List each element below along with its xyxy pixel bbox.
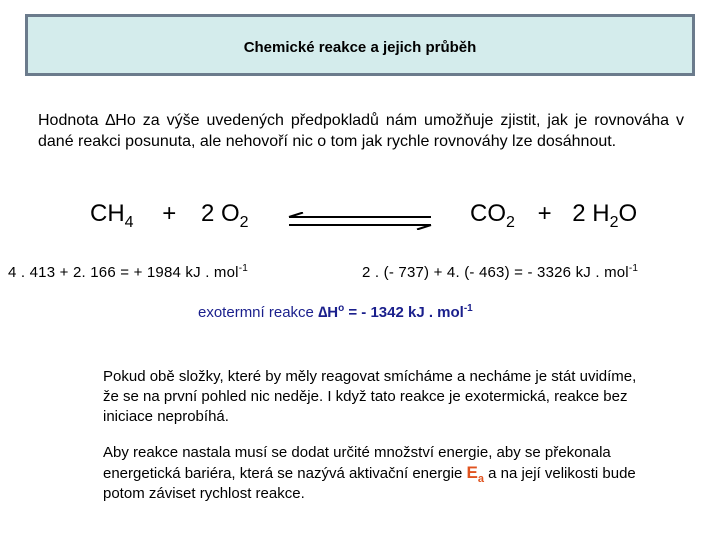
bond-energy-reactants: 4 . 413 + 2. 166 = + 1984 kJ . mol$^{-1}$: [8, 263, 248, 281]
co2-formula: $CO_2$: [470, 200, 515, 231]
oxygen-formula: 2 $O_2$: [200, 200, 249, 231]
intro-paragraph: Hodnota ∆Ho za výše uvedených předpokladů nám umožňuje zjistit, jak je rovnováha v dané reakci posunuta, ale nehovoří nic o tom jak rychle rovnováhy lze dosáhnout.: [38, 112, 684, 150]
equilibrium-arrows-icon: [285, 212, 435, 230]
paragraph-activation-energy: Aby reakce nastala musí se dodat určité množství energie, aby se překonala energetická bariéra, která se nazývá aktivační energie $E_a$ a na její velikosti bude potom záviset rychlost reakce.: [103, 444, 636, 502]
exothermic-label: exotermní reakce: [198, 304, 319, 321]
page-title: Chemické reakce a jejich průběh: [243, 39, 477, 56]
paragraph-initiation: Pokud obě složky, které by měly reagovat smícháme a necháme je stát uvidíme, že se na první pohled nic neděje. I když tato reakce je exotermická, reakce bez iniciace neprobíhá.: [103, 368, 637, 425]
water-formula: 2 $H_2O$: [572, 200, 638, 231]
reactants-plus: +: [162, 200, 177, 227]
enthalpy-value: $\Delta H^o$ = - 1342 kJ . mol$^{-1}$: [318, 303, 473, 321]
bond-energy-products: 2 . (- 737) + 4. (- 463) = - 3326 kJ . mol$^{-1}$: [362, 263, 639, 281]
reactants: [90, 200, 249, 231]
products: [470, 200, 638, 231]
methane-formula: $CH_4$: [90, 200, 134, 231]
activation-energy-symbol: $E_a$: [466, 463, 484, 485]
title-banner: [25, 14, 695, 76]
products-plus: +: [537, 200, 552, 227]
exothermic-result: [198, 304, 473, 321]
